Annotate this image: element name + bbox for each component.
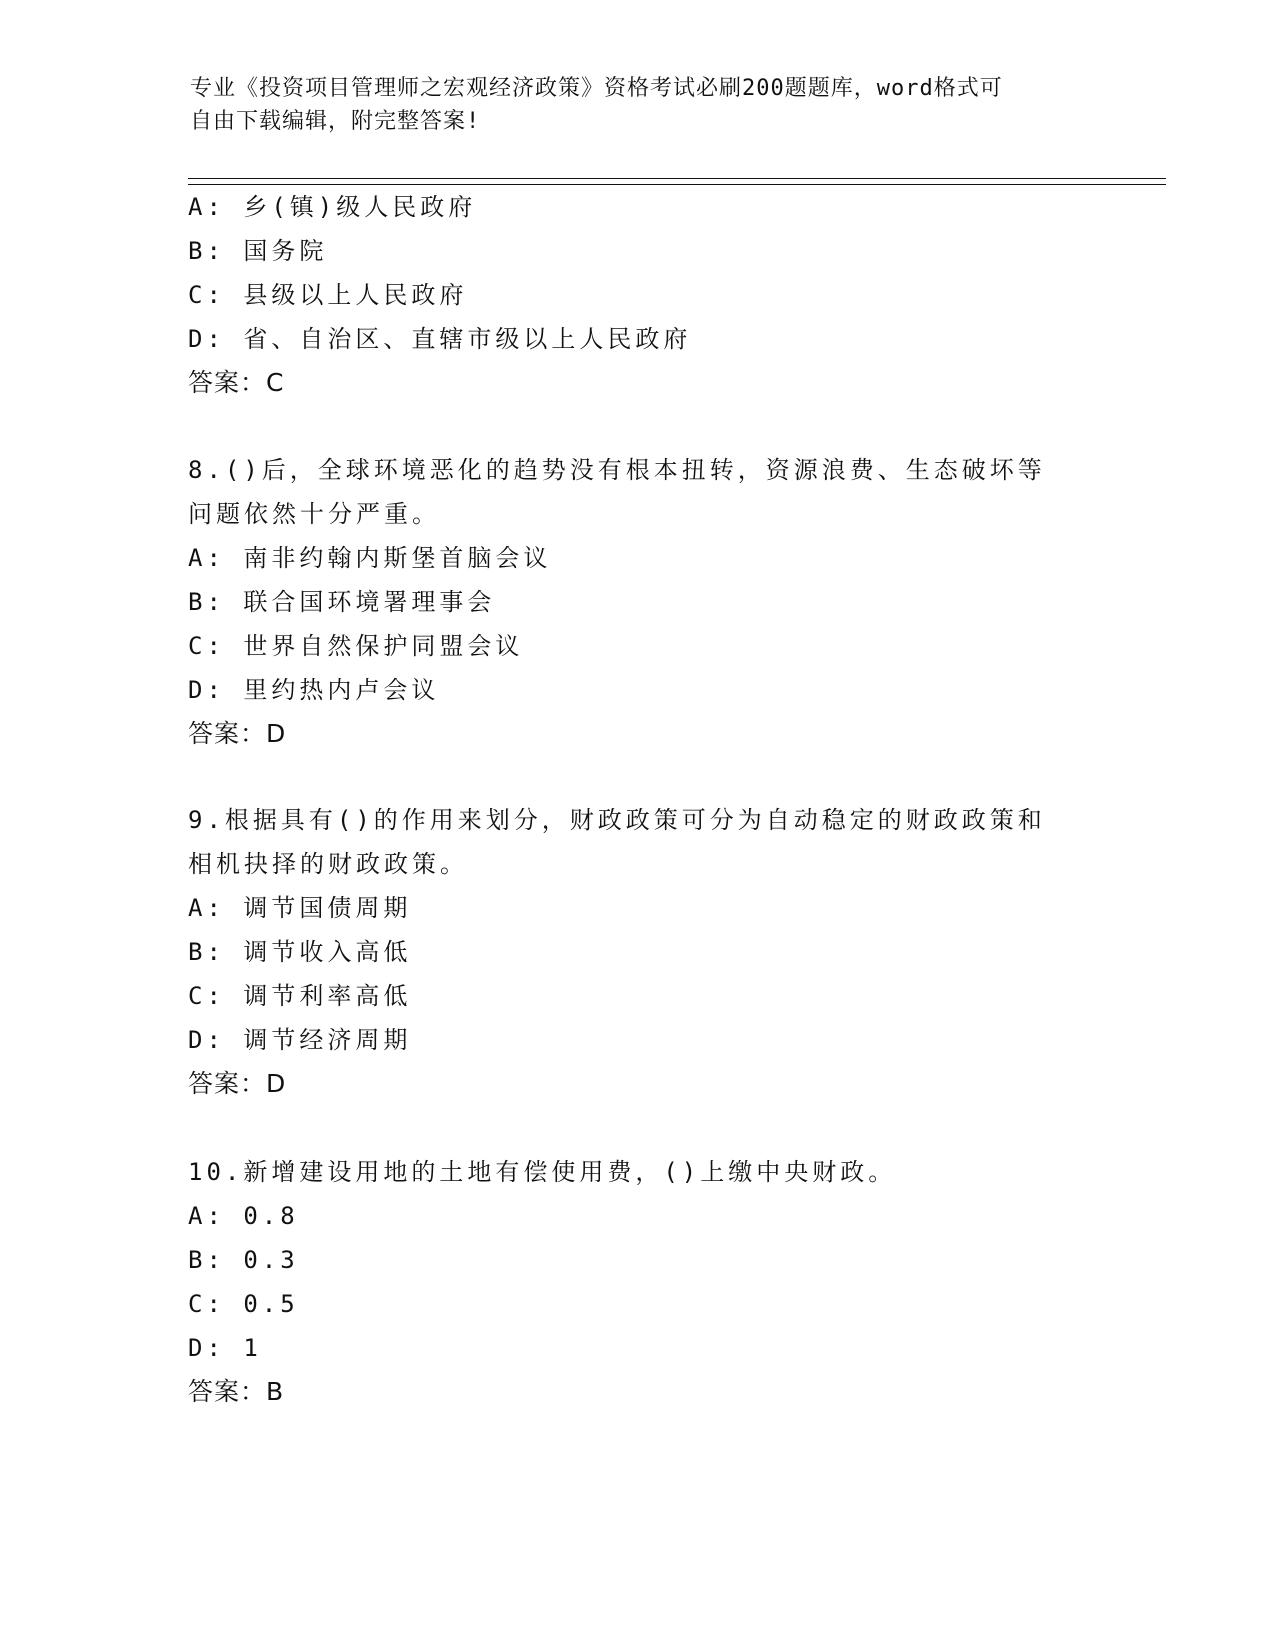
q7-answer: 答案：C [188,368,285,397]
q7-option-a: A: 乡(镇)级人民政府 [188,193,477,221]
header-line-2: 自由下载编辑，附完整答案! [190,109,481,134]
q10-option-c: C: 0.5 [188,1290,299,1318]
header-divider-bottom [188,184,1166,185]
header-line-1: 专业《投资项目管理师之宏观经济政策》资格考试必刷200题题库，word格式可 [190,76,1003,101]
header-divider-top [188,178,1166,179]
q9-option-c: C: 调节利率高低 [188,982,412,1010]
q10-option-a: A: 0.8 [188,1202,299,1230]
q9-option-d: D: 调节经济周期 [188,1026,412,1054]
q8-answer: 答案：D [188,719,287,748]
q10-option-d: D: 1 [188,1334,262,1362]
document-header [190,72,1080,138]
q8-option-d: D: 里约热内卢会议 [188,676,440,704]
q10-answer: 答案：B [188,1377,285,1406]
q9-stem-line-2: 相机抉择的财政政策。 [188,850,468,878]
q9-answer: 答案：D [188,1069,287,1098]
q9-option-b: B: 调节收入高低 [188,938,412,966]
q8-option-a: A: 南非约翰内斯堡首脑会议 [188,544,552,572]
q7-option-c: C: 县级以上人民政府 [188,281,468,309]
q9-option-a: A: 调节国债周期 [188,894,412,922]
q7-option-b: B: 国务院 [188,237,328,265]
q8-stem-line-2: 问题依然十分严重。 [188,500,440,528]
q7-option-d: D: 省、自治区、直辖市级以上人民政府 [188,325,692,353]
q8-option-c: C: 世界自然保护同盟会议 [188,632,524,660]
q10-option-b: B: 0.3 [188,1246,299,1274]
q8-option-b: B: 联合国环境署理事会 [188,588,496,616]
q8-stem-line-1: 8.()后，全球环境恶化的趋势没有根本扭转，资源浪费、生态破坏等 [188,456,1046,484]
q9-stem-line-1: 9.根据具有()的作用来划分，财政政策可分为自动稳定的财政政策和 [188,806,1046,834]
q10-stem-line-1: 10.新增建设用地的土地有偿使用费，()上缴中央财政。 [188,1158,897,1186]
